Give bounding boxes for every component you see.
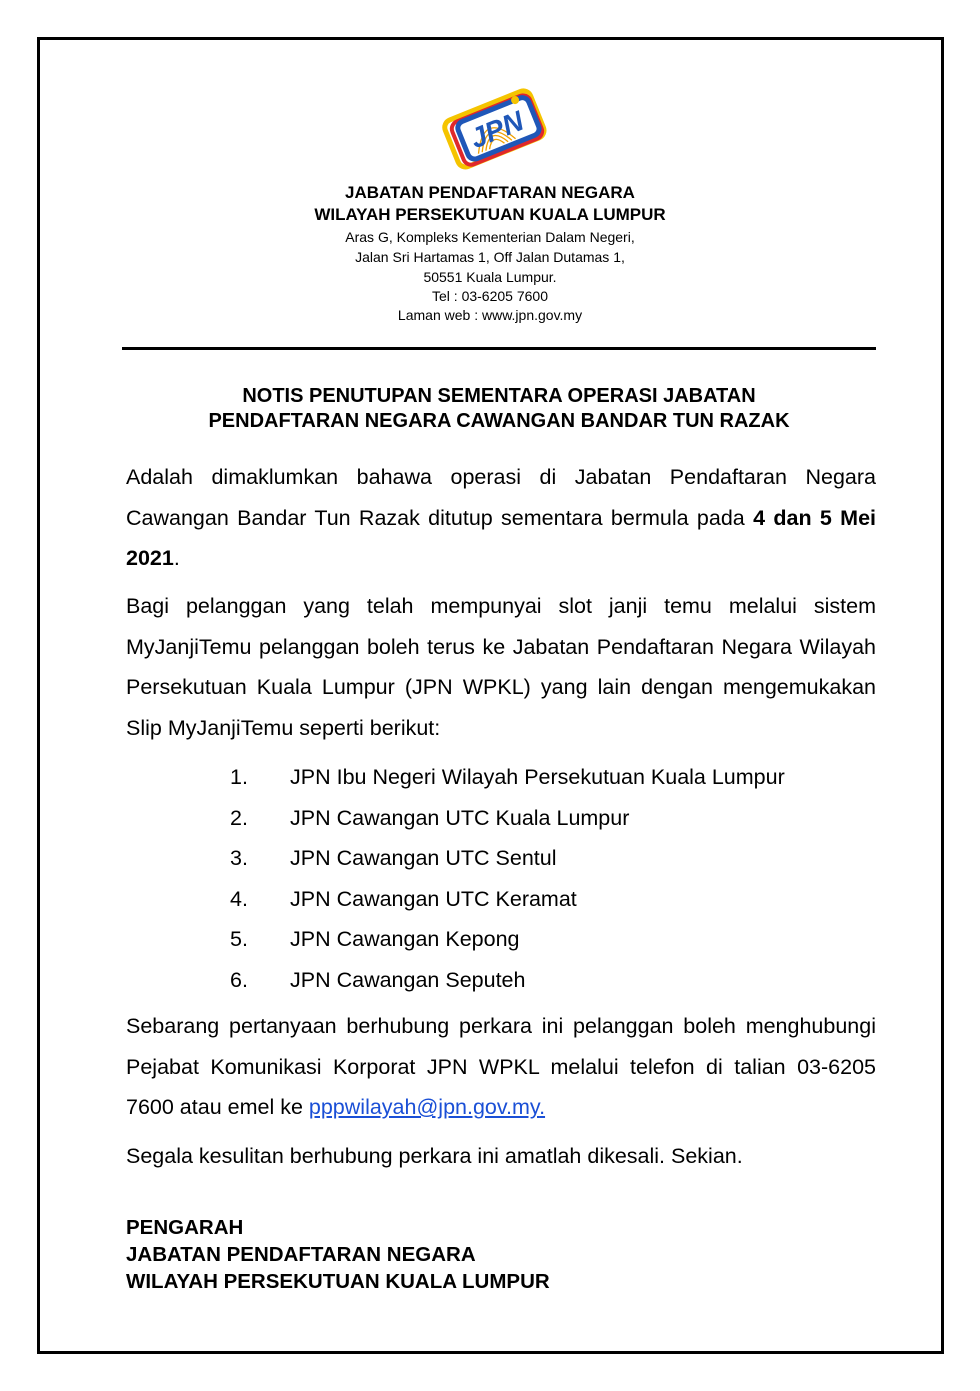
- email-link[interactable]: pppwilayah@jpn.gov.my: [308, 1095, 540, 1119]
- telephone-line: Tel : 03-6205 7600: [432, 288, 548, 304]
- branch-name: JPN Cawangan UTC Keramat: [290, 886, 577, 911]
- branch-name: JPN Cawangan Seputeh: [290, 967, 526, 992]
- jpn-logo-icon: [438, 80, 550, 175]
- svg-text:JPN: JPN: [465, 104, 528, 155]
- paragraph-closure: [126, 457, 876, 579]
- signature-org-line1: JABATAN PENDAFTARAN NEGARA: [126, 1243, 476, 1266]
- list-number: 3.: [230, 846, 248, 870]
- paragraph-closure-end: .: [173, 546, 180, 570]
- list-number: 4.: [230, 886, 248, 911]
- list-number: 5.: [230, 927, 248, 951]
- website-line: Laman web : www.jpn.gov.my: [397, 307, 583, 323]
- notice-title-line1: NOTIS PENUTUPAN SEMENTARA OPERASI JABATAN: [242, 385, 756, 407]
- address-line2: Jalan Sri Hartamas 1, Off Jalan Dutamas 1,: [355, 249, 625, 265]
- org-name-line2: WILAYAH PERSEKUTUAN KUALA LUMPUR: [314, 205, 666, 224]
- paragraph-contact: [126, 1006, 876, 1128]
- list-number: 1.: [230, 765, 248, 789]
- branch-list: [126, 757, 876, 1000]
- closure-dates: 4 dan 5 Mei 2021: [126, 505, 876, 570]
- signature-org-line2: WILAYAH PERSEKUTUAN KUALA LUMPUR: [126, 1270, 550, 1293]
- address-line3: 50551 Kuala Lumpur.: [423, 269, 557, 285]
- branch-name: JPN Cawangan Kepong: [290, 927, 520, 951]
- list-item: [126, 757, 876, 798]
- signature-title: PENGARAH: [126, 1216, 244, 1239]
- list-item: [126, 919, 876, 960]
- notice-title-line2: PENDAFTARAN NEGARA CAWANGAN BANDAR TUN RAZAK: [208, 410, 790, 432]
- notice-title: [122, 384, 876, 434]
- org-name-line1: JABATAN PENDAFTARAN NEGARA: [345, 183, 635, 202]
- paragraph-contact-text: Sebarang pertanyaan berhubung perkara ini pelanggan boleh menghubungi Pejabat Komunikasi Korporat JPN WPKL melalui telefon di talian 03-6205 7600 atau emel ke: [126, 1014, 876, 1119]
- paragraph-appointment: Bagi pelanggan yang telah mempunyai slot janji temu melalui sistem MyJanjiTemu pelanggan boleh terus ke Jabatan Pendaftaran Negara Wilayah Persekutuan Kuala Lumpur (JPN WPKL) yang lain dengan mengemukakan Slip MyJanjiTemu seperti berikut:: [126, 594, 876, 740]
- list-item: [126, 960, 876, 1001]
- paragraph-contact-end: .: [539, 1095, 546, 1119]
- list-number: 2.: [230, 805, 248, 830]
- branch-name: JPN Ibu Negeri Wilayah Persekutuan Kuala Lumpur: [290, 765, 785, 789]
- list-item: [126, 879, 876, 920]
- branch-name: JPN Cawangan UTC Sentul: [290, 846, 557, 870]
- list-item: [126, 798, 876, 839]
- paragraph-apology: Segala kesulitan berhubung perkara ini amatlah dikesali. Sekian.: [126, 1144, 743, 1168]
- list-item: [126, 838, 876, 879]
- signature-block: [126, 1214, 550, 1295]
- branch-name: JPN Cawangan UTC Kuala Lumpur: [290, 805, 630, 830]
- paragraph-closure-text: Adalah dimaklumkan bahawa operasi di Jabatan Pendaftaran Negara Cawangan Bandar Tun Razak ditutup sementara bermula pada: [126, 465, 876, 530]
- list-number: 6.: [230, 967, 248, 992]
- header-divider: [122, 347, 876, 350]
- address-line1: Aras G, Kompleks Kementerian Dalam Negeri,: [345, 229, 635, 245]
